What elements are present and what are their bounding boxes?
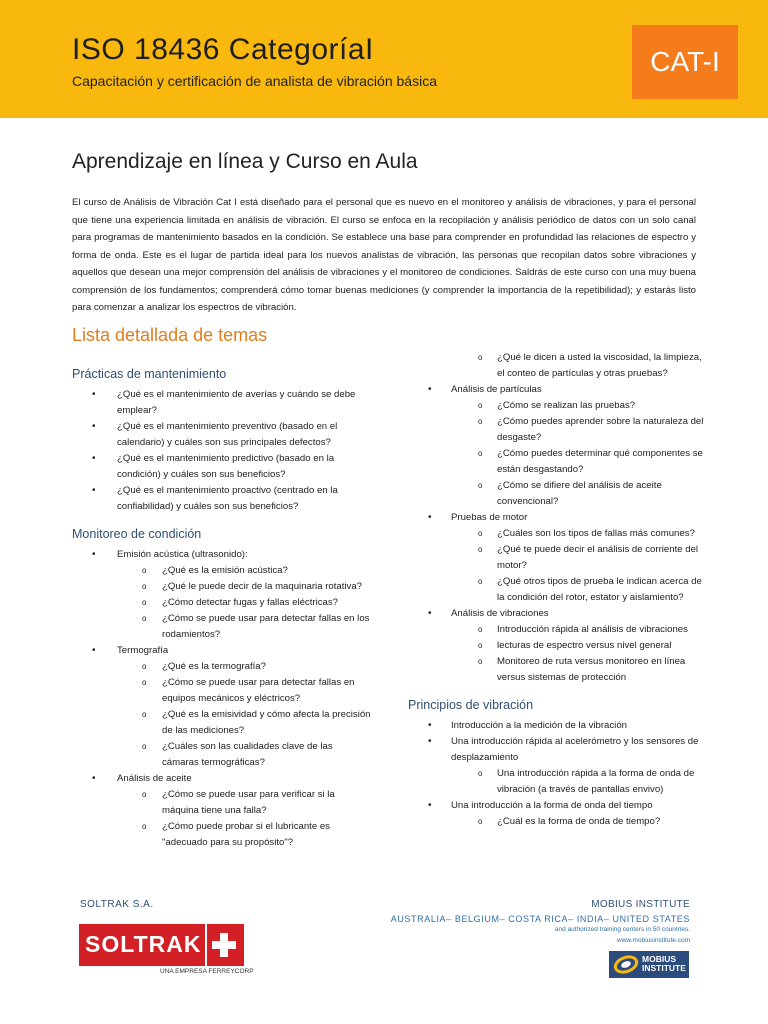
mobius-centers: and authorized training centers in 50 countries. xyxy=(554,926,690,933)
list-item: • ¿Qué es el mantenimiento proactivo (centrado en la confiabilidad) y cuáles son sus beneficios? xyxy=(72,483,372,515)
list-item: • Una introducción rápida al acelerómetro y los sensores de desplazamiento xyxy=(408,734,708,766)
sub-list-item: o Monitoreo de ruta versus monitoreo en línea versus sistemas de protección xyxy=(408,654,708,686)
list-item: • Introducción a la medición de la vibración xyxy=(408,718,708,734)
mobius-contact xyxy=(391,899,690,946)
sub-list-item: o ¿Cómo se realizan las pruebas? xyxy=(408,398,708,414)
list-item: • Pruebas de motor xyxy=(408,510,708,526)
intro-heading: Aprendizaje en línea y Curso en Aula xyxy=(72,150,418,173)
list-item: • ¿Qué es el mantenimiento predictivo (basado en la condición) y cuáles son sus beneficios? xyxy=(72,451,372,483)
sub-list-item: o ¿Cuál es la forma de onda de tiempo? xyxy=(408,814,708,830)
list-item: • Una introducción a la forma de onda del tiempo xyxy=(408,798,708,814)
topics-heading: Lista detallada de temas xyxy=(72,325,268,345)
list-item: • Análisis de aceite xyxy=(72,771,372,787)
sub-list-item: o ¿Cómo puedes aprender sobre la naturaleza del desgaste? xyxy=(408,414,708,446)
sub-list-item: o ¿Cómo se puede usar para verificar si la máquina tiene una falla? xyxy=(72,787,372,819)
sub-list-item: o ¿Cómo puedes determinar qué componentes se están desgastando? xyxy=(408,446,708,478)
sub-list-item: o Introducción rápida al análisis de vibraciones xyxy=(408,622,708,638)
soltrak-plus-icon xyxy=(205,924,243,966)
sub-list-item: o ¿Cómo se puede usar para detectar fallas en los rodamientos? xyxy=(72,611,372,643)
vibration-principles-list xyxy=(408,718,708,830)
sub-list-item: o ¿Qué le dicen a usted la viscosidad, la limpieza, el conteo de partículas y otras pruebas? xyxy=(408,350,708,382)
list-item: • Termografía xyxy=(72,643,372,659)
sub-list-item: o Una introducción rápida a la forma de onda de vibración (a través de pantallas envivo) xyxy=(408,766,708,798)
category-badge: CAT-I xyxy=(632,25,738,99)
header-band xyxy=(0,0,768,118)
sub-list-item: o ¿Qué es la emisividad y cómo afecta la precisión de las mediciones? xyxy=(72,707,372,739)
soltrak-company-name: SOLTRAK S.A. xyxy=(80,899,154,910)
topics-left-column xyxy=(72,365,372,851)
sub-list-item: o ¿Cómo se puede usar para detectar fallas en equipos mecánicos y eléctricos? xyxy=(72,675,372,707)
sub-list-item: o ¿Cómo detectar fugas y fallas eléctricas? xyxy=(72,595,372,611)
mobius-website: www.mobiusinstitute.com xyxy=(617,937,690,944)
mobius-countries: AUSTRALIA– BELGIUM– COSTA RICA– INDIA– UNITED STATES xyxy=(390,914,690,924)
section-heading-maintenance: Prácticas de mantenimiento xyxy=(72,367,227,381)
sub-list-item: o ¿Cuáles son las cualidades clave de las cámaras termográficas? xyxy=(72,739,372,771)
condition-monitoring-list-continued xyxy=(408,350,708,686)
condition-monitoring-list xyxy=(72,547,372,851)
sub-list-item: o ¿Cuáles son los tipos de fallas más comunes? xyxy=(408,526,708,542)
sub-list-item: o ¿Qué otros tipos de prueba le indican acerca de la condición del rotor, estator y aislamiento? xyxy=(408,574,708,606)
topics-right-column xyxy=(408,350,708,830)
section-heading-vibration-principles: Principios de vibración xyxy=(408,698,534,712)
sub-list-item: o lecturas de espectro versus nivel general xyxy=(408,638,708,654)
sub-list-item: o ¿Qué te puede decir el análisis de corriente del motor? xyxy=(408,542,708,574)
soltrak-logo-text: SOLTRAK xyxy=(85,931,202,957)
intro-paragraph: El curso de Análisis de Vibración Cat I está diseñado para el personal que es nuevo en el monitoreo y análisis de vibraciones, y para el personal que tiene una experiencia limitada en análisis de vibración. El curso se enfoca en la recopilación y análisis periódico de datos con un solo canal para programas de mantenimiento basados en la condición. Se establece una base para comprender en profundidad las relaciones de espectro y forma de onda. Este es el lugar de partida ideal para los nuevos analistas de vibración, las personas que recopilan datos sobre vibraciones y aquellos que desean una mejor comprensión del análisis de vibraciones y el monitoreo de condiciones. Saldrás de este curso con una muy buena comprensión de los fundamentos; comprenderá cómo tomar buenas mediciones (y comprender la importancia de la repetibilidad); y estarás listo para comenzar a analizar los espectros de vibración. xyxy=(72,197,696,313)
page-subtitle: Capacitación y certificación de analista de vibración básica xyxy=(72,73,437,89)
sub-list-item: o ¿Cómo se difiere del análisis de aceite convencional? xyxy=(408,478,708,510)
soltrak-tagline: UNA EMPRESA FERREYCORP xyxy=(160,968,254,975)
mobius-name: MOBIUS INSTITUTE xyxy=(591,899,690,910)
list-item: • Análisis de partículas xyxy=(408,382,708,398)
sub-list-item: o ¿Qué le puede decir de la maquinaria rotativa? xyxy=(72,579,372,595)
list-item: • ¿Qué es el mantenimiento de averías y cuándo se debe emplear? xyxy=(72,387,372,419)
list-item: • Análisis de vibraciones xyxy=(408,606,708,622)
mobius-logo-text: MOBIUS INSTITUTE xyxy=(642,954,686,973)
mobius-logo xyxy=(609,951,689,978)
page-title: ISO 18436 CategoríaI xyxy=(72,33,374,66)
sub-list-item: o ¿Qué es la emisión acústica? xyxy=(72,563,372,579)
mobius-swirl-icon xyxy=(611,951,641,978)
sub-list-item: o ¿Qué es la termografía? xyxy=(72,659,372,675)
soltrak-logo xyxy=(79,924,244,966)
list-item: • ¿Qué es el mantenimiento preventivo (basado en el calendario) y cuáles son sus principales defectos? xyxy=(72,419,372,451)
maintenance-list xyxy=(72,387,372,515)
sub-list-item: o ¿Cómo puede probar si el lubricante es "adecuado para su propósito"? xyxy=(72,819,372,851)
section-heading-condition-monitoring: Monitoreo de condición xyxy=(72,527,202,541)
list-item: • Emisión acústica (ultrasonido): xyxy=(72,547,372,563)
